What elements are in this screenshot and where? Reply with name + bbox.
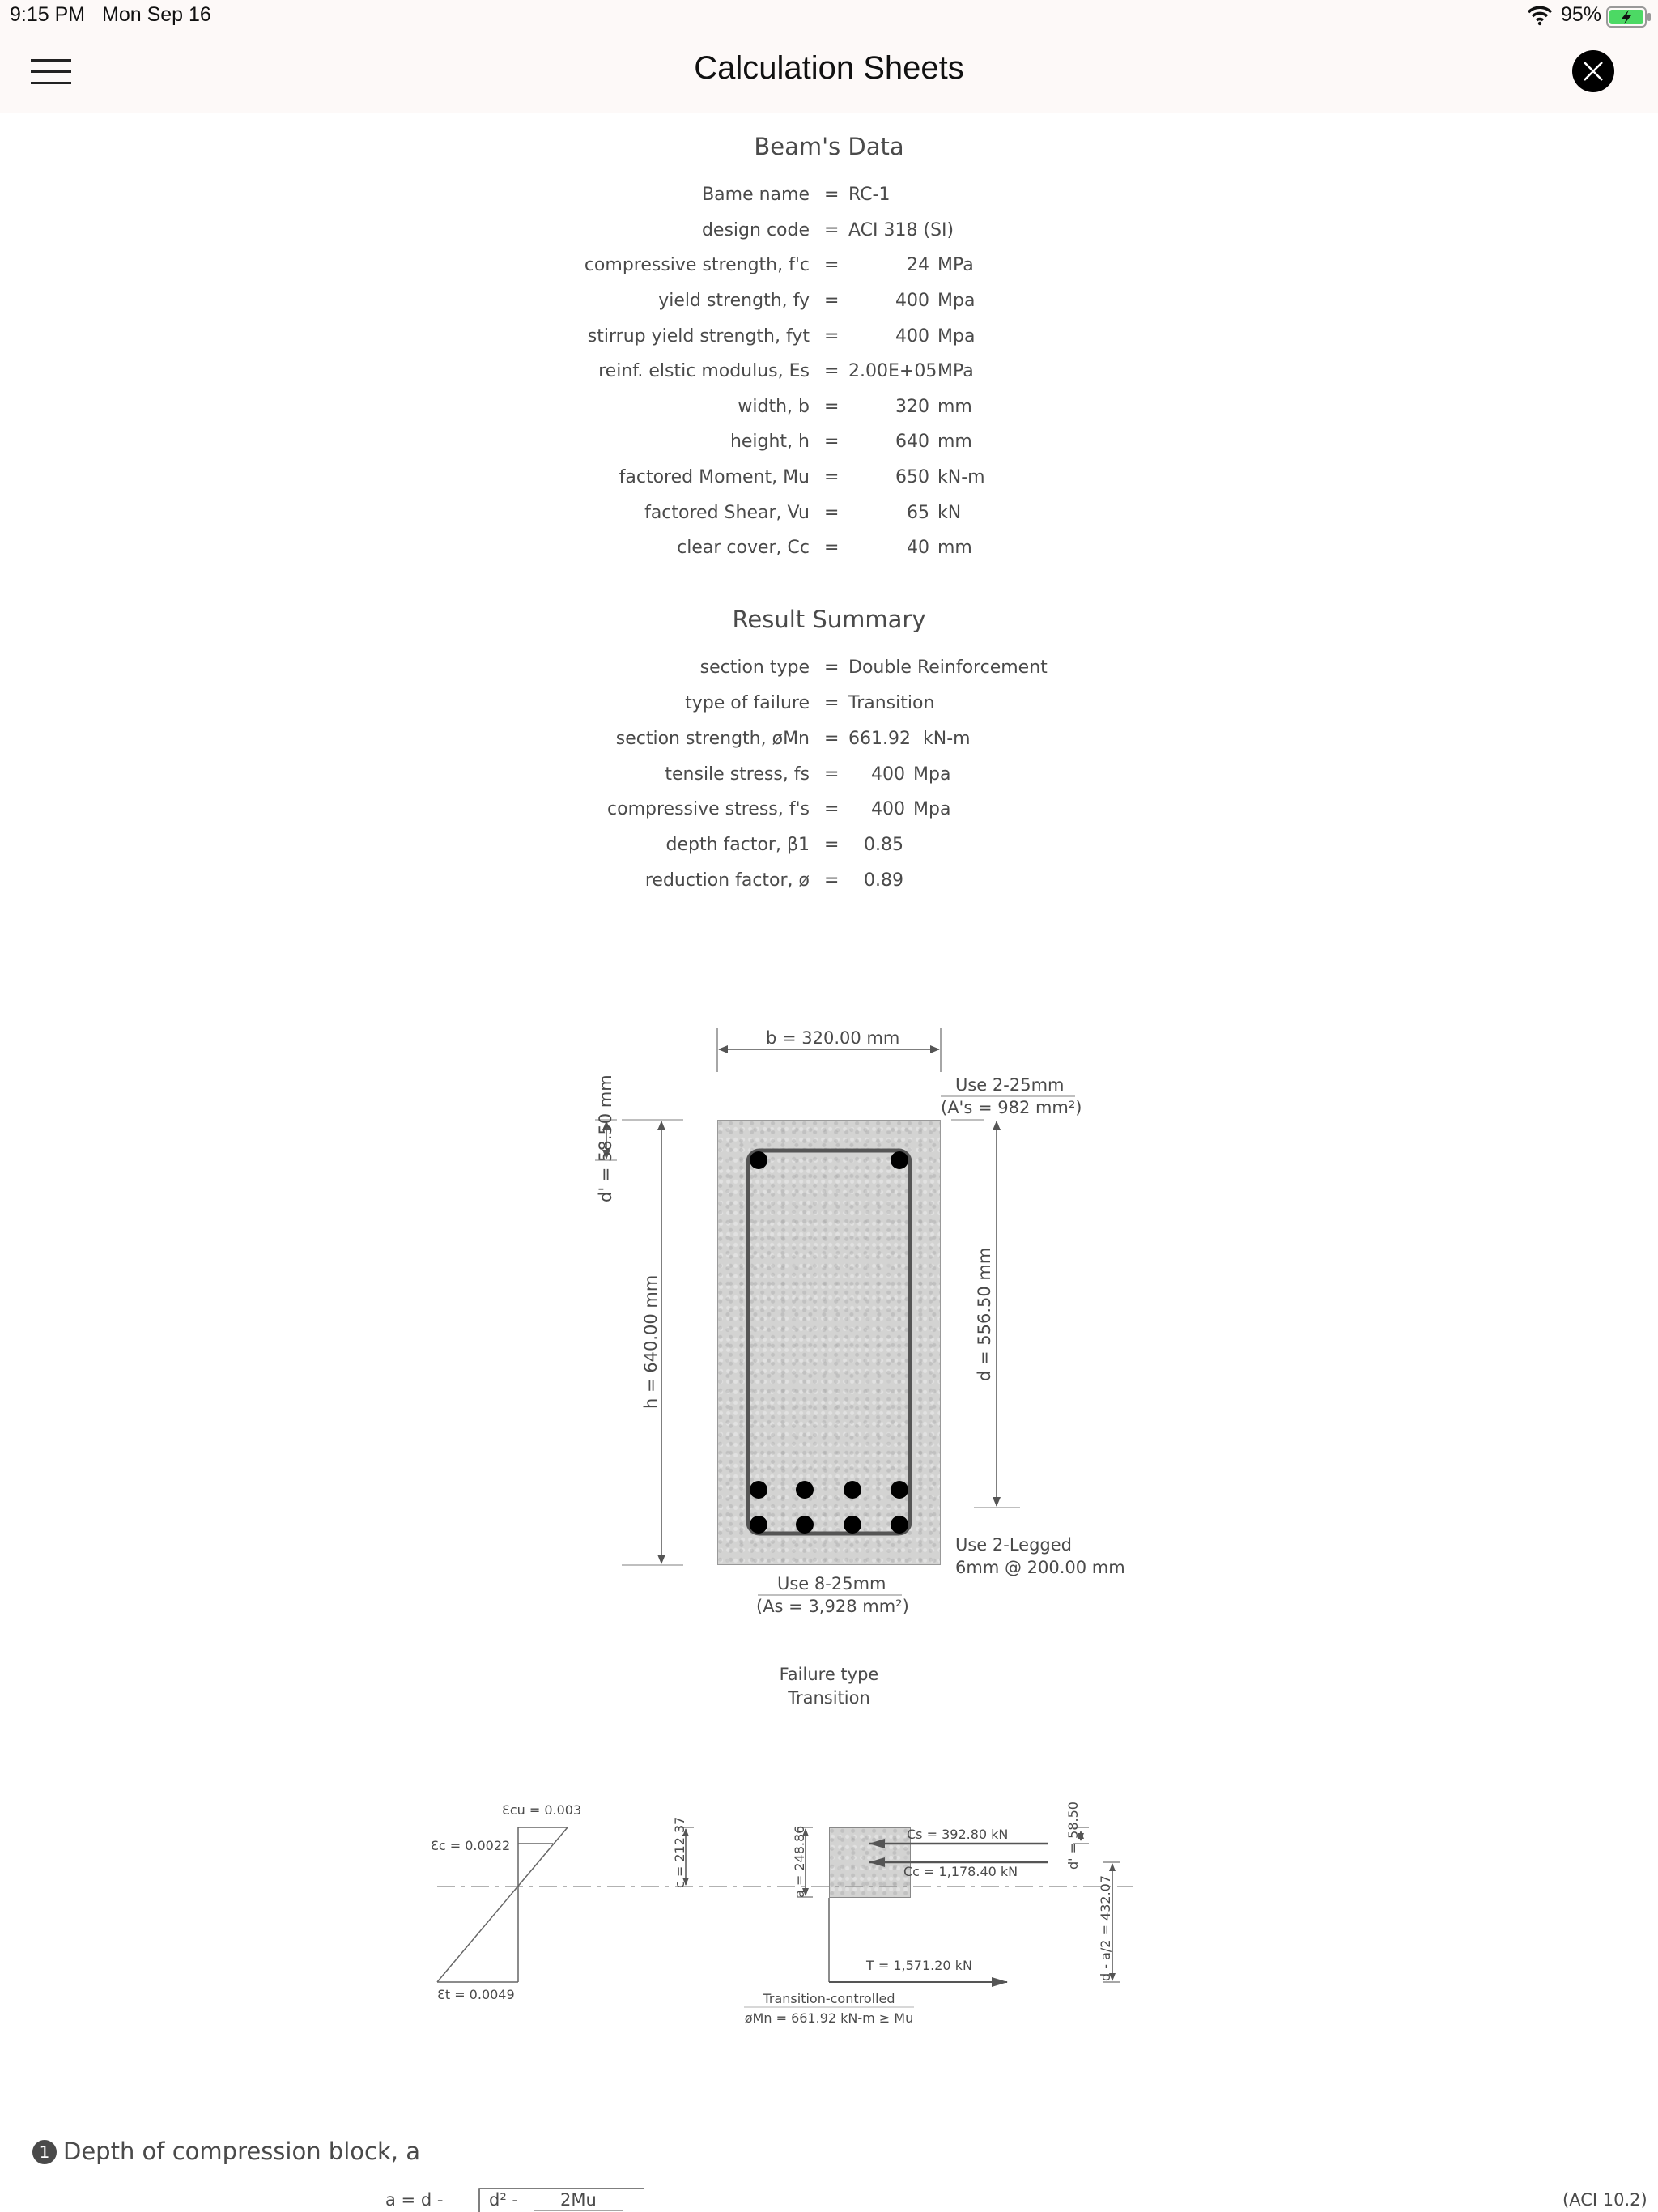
status-time: 9:15 PM <box>10 3 86 26</box>
row-value: Double Reinforcement <box>848 657 1048 678</box>
row-value: 40 <box>907 538 929 558</box>
beam-data-row <box>0 538 1658 570</box>
row-label: design code <box>701 220 810 240</box>
d-prime-dimension-label: d' = 58.50 mm <box>596 1074 615 1202</box>
row-value: 400 <box>871 799 905 819</box>
section-dimensions <box>0 1020 1658 1619</box>
top-bars-area: (A's = 982 mm²) <box>941 1098 1082 1117</box>
beam-data-row <box>0 432 1658 464</box>
battery-percent: 95% <box>1561 3 1602 26</box>
concrete-compression-force-label: Cc = 1,178.40 kN <box>903 1864 1018 1879</box>
row-unit: kN-m <box>923 729 971 749</box>
result-row <box>0 870 1658 903</box>
row-unit: kN <box>937 503 962 523</box>
row-label: clear cover, Cc <box>677 538 810 558</box>
row-value: 650 <box>895 467 929 487</box>
row-label: section type <box>699 657 810 678</box>
row-label: tensile stress, fs <box>665 764 810 785</box>
beam-data-row <box>0 397 1658 429</box>
top-bars-label: Use 2-25mm <box>955 1075 1065 1095</box>
equals-sign: = <box>824 799 840 819</box>
result-row <box>0 799 1658 832</box>
row-label: type of failure <box>685 693 810 713</box>
formula-numerator: 2Mu <box>560 2190 597 2210</box>
row-value: 400 <box>895 326 929 347</box>
step-heading <box>32 2138 420 2165</box>
row-label: height, h <box>729 432 810 452</box>
equals-sign: = <box>824 220 840 240</box>
neutral-axis-depth-label: c = 212.37 <box>672 1816 687 1888</box>
effective-depth-label: d = 556.50 mm <box>975 1247 994 1381</box>
tension-force-label: T = 1,571.20 kN <box>866 1958 972 1973</box>
equals-sign: = <box>824 729 840 749</box>
formula-d-squared: d² - <box>489 2190 519 2210</box>
aci-reference: (ACI 10.2) <box>1562 2190 1647 2210</box>
row-value: RC-1 <box>848 185 891 205</box>
equals-sign: = <box>824 326 840 347</box>
result-row <box>0 693 1658 725</box>
result-row <box>0 764 1658 797</box>
width-dimension-label: b = 320.00 mm <box>766 1028 900 1048</box>
wifi-icon <box>1527 5 1553 29</box>
status-bar <box>0 0 1658 32</box>
bottom-bars-label: Use 8-25mm <box>777 1574 886 1593</box>
row-value: Transition <box>848 693 935 713</box>
close-icon <box>1572 50 1614 92</box>
row-label: factored Shear, Vu <box>644 503 810 523</box>
strength-check-label: øMn = 661.92 kN-m ≥ Mu <box>744 2010 914 2026</box>
step-title: Depth of compression block, a <box>63 2138 420 2165</box>
failure-type-value: Transition <box>788 1688 870 1708</box>
row-label: reinf. elstic modulus, Es <box>598 361 810 381</box>
beam-data-title: Beam's Data <box>754 133 904 160</box>
d-prime-label: d' = 58.50 <box>1065 1802 1081 1870</box>
equals-sign: = <box>824 835 840 855</box>
tension-strain-label: Ɛt = 0.0049 <box>437 1987 515 2002</box>
beam-data-row <box>0 185 1658 217</box>
row-value: 65 <box>907 503 929 523</box>
beam-data-row <box>0 361 1658 393</box>
lever-arm-label: d - a/2 = 432.07 <box>1098 1874 1113 1981</box>
equals-sign: = <box>824 693 840 713</box>
close-button[interactable] <box>1572 50 1614 92</box>
row-label: compressive strength, f'c <box>584 255 810 275</box>
beam-data-row <box>0 291 1658 323</box>
row-value: 24 <box>907 255 929 275</box>
beam-data-row <box>0 503 1658 535</box>
row-label: section strength, øMn <box>615 729 810 749</box>
page-title: Calculation Sheets <box>694 50 964 86</box>
row-value: 0.85 <box>864 835 903 855</box>
equals-sign: = <box>824 432 840 452</box>
row-label: factored Moment, Mu <box>619 467 810 487</box>
equals-sign: = <box>824 361 840 381</box>
failure-type-title: Failure type <box>779 1665 879 1684</box>
control-type-label: Transition-controlled <box>763 1991 895 2006</box>
formula-lhs: a = d - <box>385 2190 444 2210</box>
steel-compression-force-label: Cs = 392.80 kN <box>907 1827 1009 1842</box>
step-number-badge: 1 <box>32 2140 57 2164</box>
row-value: 640 <box>895 432 929 452</box>
nav-header <box>0 32 1658 113</box>
row-label: reduction factor, ø <box>644 870 810 891</box>
row-unit: Mpa <box>913 764 951 785</box>
compression-block-depth-label: a = 248.86 <box>792 1825 807 1898</box>
row-value: 320 <box>895 397 929 417</box>
row-unit: mm <box>937 538 972 558</box>
row-value: 400 <box>871 764 905 785</box>
row-label: width, b <box>738 397 810 417</box>
equals-sign: = <box>824 255 840 275</box>
concrete-strain-label: Ɛc = 0.0022 <box>431 1838 511 1853</box>
height-dimension-label: h = 640.00 mm <box>641 1274 661 1409</box>
row-unit: mm <box>937 432 972 452</box>
row-label: yield strength, fy <box>658 291 810 311</box>
equals-sign: = <box>824 397 840 417</box>
beam-data-row <box>0 255 1658 287</box>
stirrup-label-line2: 6mm @ 200.00 mm <box>955 1558 1125 1577</box>
equals-sign: = <box>824 185 840 205</box>
beam-data-row <box>0 467 1658 500</box>
equals-sign: = <box>824 870 840 891</box>
row-unit: Mpa <box>937 326 976 347</box>
result-row <box>0 835 1658 867</box>
row-value: 400 <box>895 291 929 311</box>
battery-charging-icon <box>1606 6 1653 31</box>
equals-sign: = <box>824 467 840 487</box>
row-label: compressive stress, f's <box>607 799 810 819</box>
result-summary-title: Result Summary <box>732 606 926 633</box>
row-value: 2.00E+05 <box>848 361 937 381</box>
row-unit: MPa <box>937 255 974 275</box>
beam-data-row <box>0 220 1658 253</box>
row-unit: MPa <box>937 361 974 381</box>
row-unit: Mpa <box>913 799 951 819</box>
row-label: stirrup yield strength, fyt <box>587 326 810 347</box>
bottom-bars-area: (As = 3,928 mm²) <box>756 1597 909 1616</box>
row-value: ACI 318 (SI) <box>848 220 954 240</box>
result-row <box>0 657 1658 690</box>
result-row <box>0 729 1658 761</box>
ultimate-strain-label: Ɛcu = 0.003 <box>502 1802 582 1818</box>
equals-sign: = <box>824 538 840 558</box>
beam-data-row <box>0 326 1658 359</box>
row-value: 661.92 <box>848 729 911 749</box>
equals-sign: = <box>824 503 840 523</box>
stirrup-label-line1: Use 2-Legged <box>955 1535 1073 1555</box>
row-value: 0.89 <box>864 870 903 891</box>
row-unit: Mpa <box>937 291 976 311</box>
equals-sign: = <box>824 291 840 311</box>
row-unit: mm <box>937 397 972 417</box>
row-label: Bame name <box>702 185 810 205</box>
equals-sign: = <box>824 764 840 785</box>
status-date: Mon Sep 16 <box>102 3 211 26</box>
row-unit: kN-m <box>937 467 985 487</box>
equals-sign: = <box>824 657 840 678</box>
row-label: depth factor, β1 <box>665 835 810 855</box>
